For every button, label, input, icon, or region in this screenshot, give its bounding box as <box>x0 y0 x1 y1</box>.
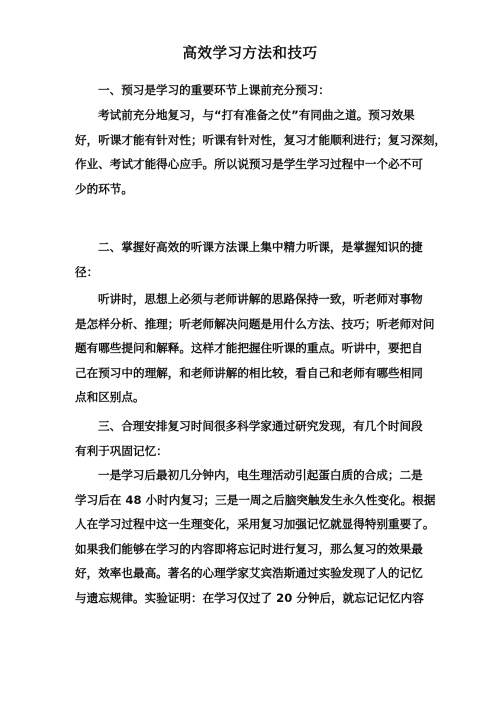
section-3-body-line: 与遗忘规律。实验证明：在学习仅过了 20 分钟后，就忘记记忆内容 <box>75 590 424 605</box>
section-3-body-line: 一是学习后最初几分钟内，电生理活动引起蛋白质的合成；二是 <box>98 468 423 482</box>
section-3-body-line: 人在学习过程中这一生理变化，采用复习加强记忆就显得特别重要了。 <box>75 517 435 532</box>
section-2-heading-line: 二、掌握好高效的听课方法课上集中精力听课，是掌握知识的捷 <box>98 240 423 254</box>
section-3-body-line: 如果我们能够在学习的内容即将忘记时进行复习，那么复习的效果最 <box>75 541 423 556</box>
section-2-body-line: 点和区别点。 <box>75 390 145 405</box>
section-3-heading-line: 有利于巩固记忆： <box>75 443 168 458</box>
section-1-body-line: 作业、考试才能得心应手。所以说预习是学生学习过程中一个必不可 <box>75 157 423 172</box>
section-2-heading-line: 径： <box>75 264 99 279</box>
section-1-body-line: 考试前充分地复习，与“打有准备之仗”有同曲之道。预习效果 <box>98 108 415 122</box>
section-1-heading <box>75 78 432 103</box>
section-2-body-line: 己在预习中的理解，和老师讲解的相比较，看自己和老师有哪些相同 <box>75 365 423 380</box>
section-1-heading-line: 一、预习是学习的重要环节上课前充分预习： <box>98 83 330 97</box>
document-title: 高效学习方法和技巧 <box>182 46 318 62</box>
section-1-body-line: 好，听课才能有针对性；听课有针对性，复习才能顺利进行；复习深刻， <box>75 132 447 147</box>
section-2-body-line: 题有哪些提问和解释。这样才能把握住听课的重点。听讲中，要把自 <box>75 341 423 356</box>
section-2-body <box>75 287 435 410</box>
section-1-body-line: 少的环节。 <box>75 181 133 196</box>
section-3-heading-line: 三、合理安排复习时间很多科学家通过研究发现，有几个时间段 <box>98 419 423 433</box>
section-3-heading <box>75 414 432 463</box>
section-2-body-line: 听讲时，思想上必须与老师讲解的思路保持一致，听老师对事物 <box>98 292 423 306</box>
section-3-body <box>75 463 436 611</box>
section-2-heading <box>75 235 432 284</box>
section-1-body <box>75 103 447 201</box>
section-2-body-line: 是怎样分析、推理；听老师解决问题是用什么方法、技巧；听老师对问 <box>75 316 435 331</box>
section-3-body-line: 学习后在 48 小时内复习；三是一周之后脑突触发生永久性变化。根据 <box>75 492 436 507</box>
section-3-body-line: 好，效率也最高。著名的心理学家艾宾浩斯通过实验发现了人的记忆 <box>75 566 423 581</box>
